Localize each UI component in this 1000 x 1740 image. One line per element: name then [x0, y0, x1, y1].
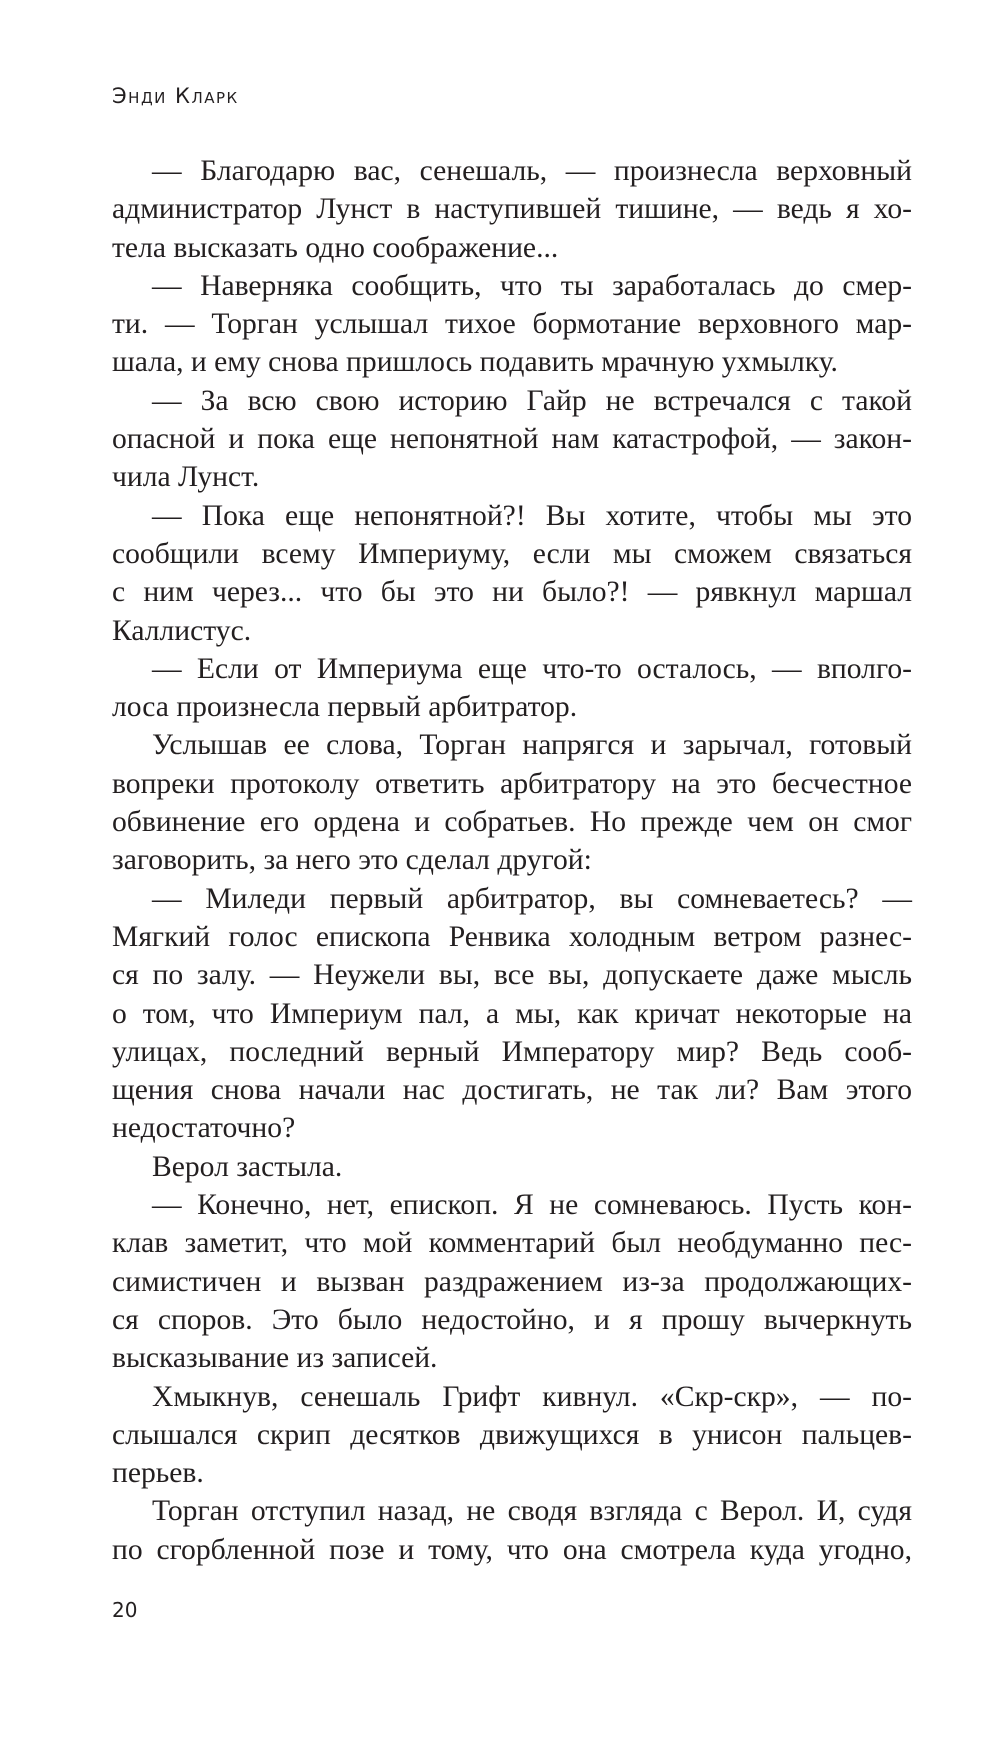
text-line: тела высказать одно соображение... [112, 231, 559, 264]
text-line: клав заметит, что мой комментарий был необдуманно пес- [112, 1227, 912, 1260]
text-line: заговорить, за него это сделал другой: [112, 844, 592, 877]
text-line: высказывание из записей. [112, 1342, 438, 1375]
text-line: вопреки протоколу ответить арбитратору на это бесчестное [112, 767, 912, 800]
text-line: Услышав ее слова, Торган напрягся и зарычал, готовый [152, 729, 912, 762]
text-line: перьев. [112, 1457, 204, 1490]
text-line: опасной и пока еще непонятной нам катастрофой, — закон- [112, 423, 912, 456]
text-line: ся споров. Это было недостойно, и я прошу вычеркнуть [112, 1303, 912, 1336]
text-line: симистичен и вызван раздражением из-за продолжающих- [112, 1265, 912, 1298]
text-line: ти. — Торган услышал тихое бормотание верховного мар- [112, 308, 912, 341]
text-line: щения снова начали нас достигать, не так ли? Вам этого [112, 1074, 912, 1107]
text-line: — Пока еще непонятной?! Вы хотите, чтобы мы это [152, 499, 912, 532]
text-line: — За всю свою историю Гайр не встречался с такой [152, 384, 912, 417]
text-line: о том, что Империум пал, а мы, как кричат некоторые на [112, 997, 912, 1030]
page-number: 20 [112, 1598, 138, 1622]
text-line: ся по залу. — Неужели вы, все вы, допускаете даже мысль [112, 959, 912, 992]
text-line: — Конечно, нет, епископ. Я не сомневаюсь. Пусть кон- [152, 1189, 912, 1222]
text-line: Каллистус. [112, 614, 252, 647]
text-line: по сгорбленной позе и тому, что она смотрела куда угодно, [112, 1533, 912, 1566]
text-line: — Наверняка сообщить, что ты заработалась до смер- [152, 269, 912, 302]
running-head: Энди Кларк [112, 84, 239, 108]
text-line: — Миледи первый арбитратор, вы сомневаетесь? — [152, 882, 912, 915]
text-line: с ним через... что бы это ни было?! — рявкнул маршал [112, 576, 912, 609]
body-text [112, 152, 912, 1569]
text-line: слышался скрип десятков движущихся в унисон пальцев- [112, 1418, 912, 1451]
text-line: чила Лунст. [112, 461, 260, 494]
text-line: — Если от Империума еще что-то осталось, — вполго- [152, 652, 912, 685]
text-line: — Благодарю вас, сенешаль, — произнесла верховный [152, 155, 912, 187]
text-line: недостаточно? [112, 1112, 296, 1145]
text-line: администратор Лунст в наступившей тишине, — ведь я хо- [112, 193, 912, 226]
text-line: улицах, последний верный Императору мир? Ведь сооб- [112, 1035, 912, 1068]
text-line: Верол застыла. [152, 1150, 343, 1183]
text-line: сообщили всему Империуму, если мы сможем связаться [112, 537, 912, 570]
text-line: шала, и ему снова пришлось подавить мрачную ухмылку. [112, 346, 838, 379]
text-line: Хмыкнув, сенешаль Грифт кивнул. «Скр-скр», — по- [152, 1380, 912, 1413]
text-line: обвинение его ордена и собратьев. Но прежде чем он смог [112, 806, 912, 839]
text-line: Мягкий голос епископа Ренвика холодным ветром разнес- [112, 920, 912, 953]
text-line: лоса произнесла первый арбитратор. [112, 691, 578, 724]
text-line: Торган отступил назад, не сводя взгляда с Верол. И, судя [152, 1495, 912, 1528]
